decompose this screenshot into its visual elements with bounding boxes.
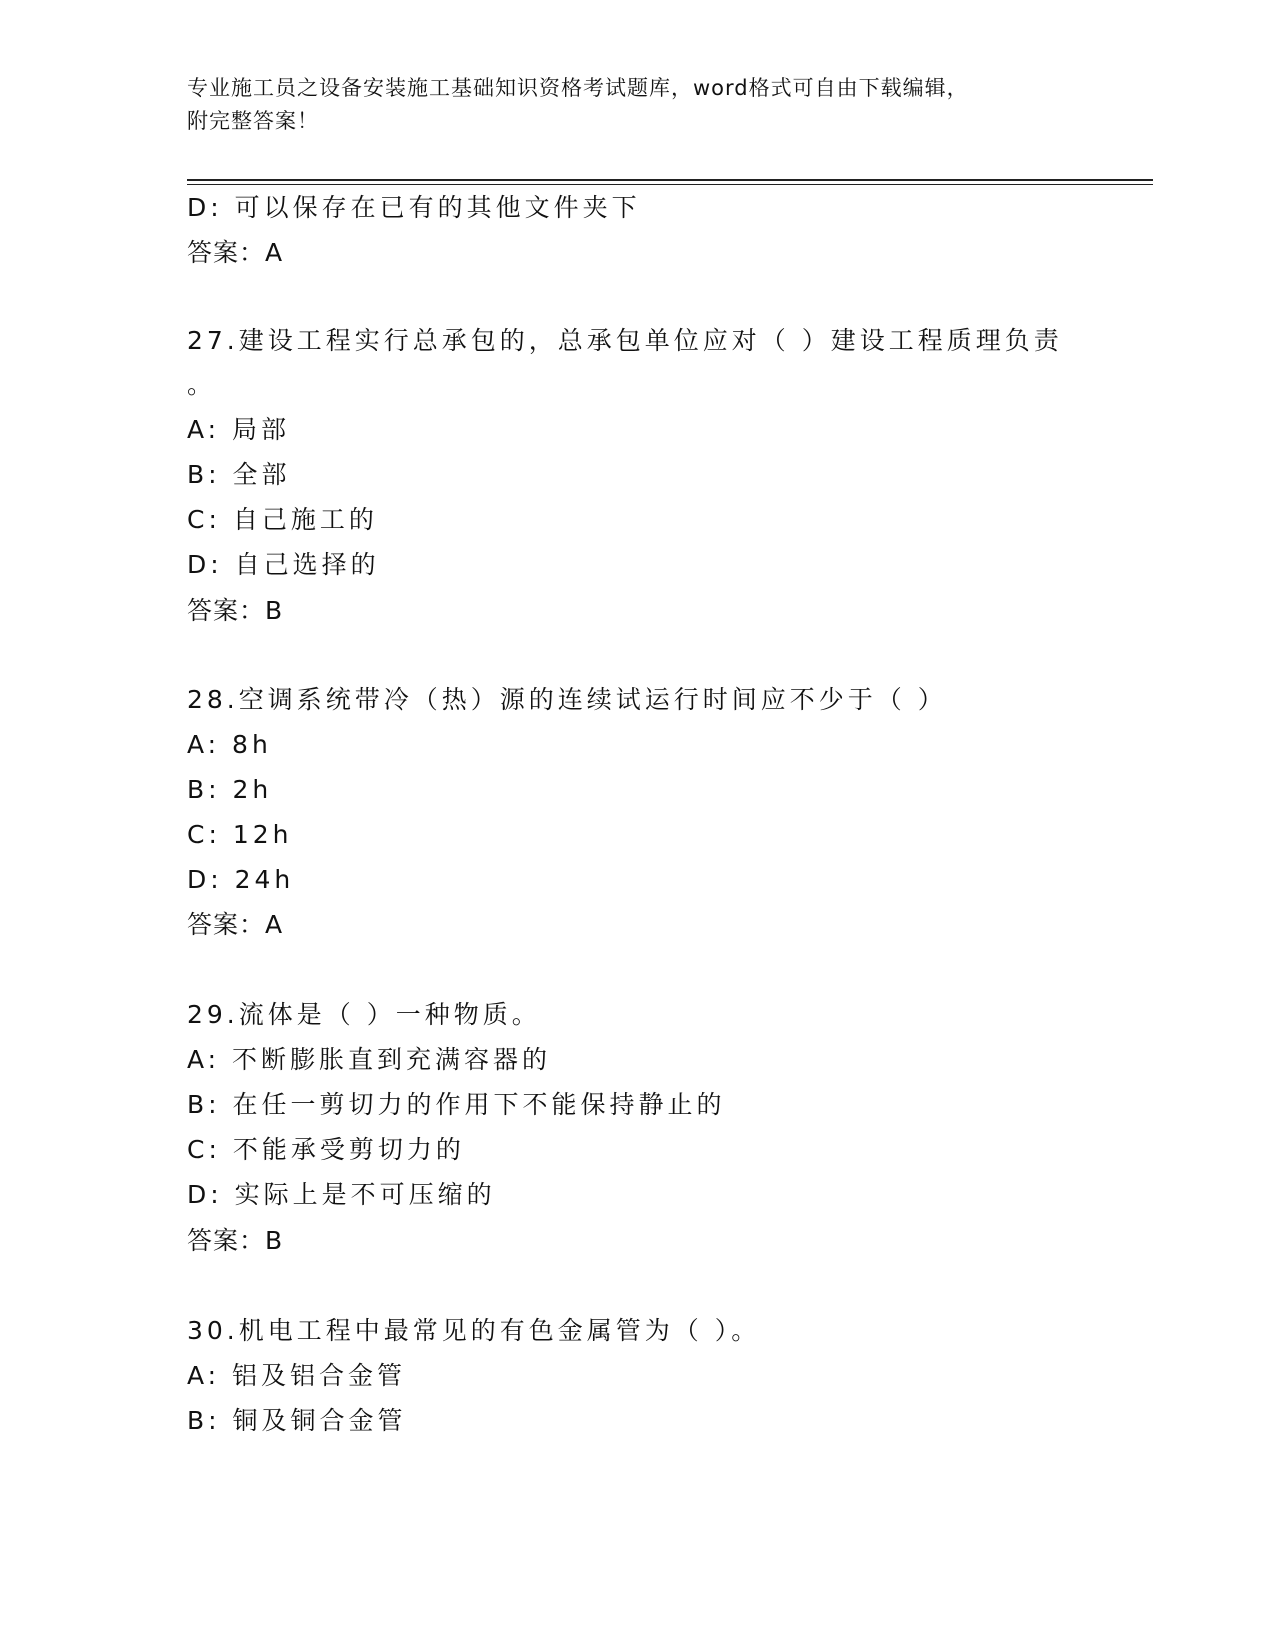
option-line: B: 2h <box>187 775 273 804</box>
option-line: D: 可以保存在已有的其他文件夹下 <box>187 193 641 222</box>
option-line: D: 实际上是不可压缩的 <box>187 1180 496 1209</box>
answer-line: 答案：B <box>187 596 284 625</box>
question-line: 。 <box>187 370 217 399</box>
answer-line: 答案：B <box>187 1226 284 1255</box>
option-line: C: 不能承受剪切力的 <box>187 1135 465 1164</box>
option-line: B: 全部 <box>187 460 291 489</box>
header-line-1: 专业施工员之设备安装施工基础知识资格考试题库，word格式可自由下载编辑， <box>187 76 969 100</box>
option-line: D: 24h <box>187 865 295 894</box>
option-line: B: 铜及铜合金管 <box>187 1406 407 1435</box>
answer-line: 答案：A <box>187 238 284 267</box>
option-line: C: 自己施工的 <box>187 505 378 534</box>
option-line: A: 8h <box>187 730 272 759</box>
answer-line: 答案：A <box>187 910 284 939</box>
question-line: 27.建设工程实行总承包的，总承包单位应对（ ）建设工程质理负责 <box>187 326 1063 355</box>
option-line: B: 在任一剪切力的作用下不能保持静止的 <box>187 1090 726 1119</box>
question-line: 30.机电工程中最常见的有色金属管为（ ）。 <box>187 1316 761 1345</box>
header-divider-thick <box>187 179 1153 181</box>
option-line: A: 局部 <box>187 415 291 444</box>
question-line: 28.空调系统带冷（热）源的连续试运行时间应不少于（ ） <box>187 685 947 714</box>
option-line: D: 自己选择的 <box>187 550 380 579</box>
option-line: A: 铝及铝合金管 <box>187 1361 407 1390</box>
question-line: 29.流体是（ ）一种物质。 <box>187 1000 541 1029</box>
option-line: A: 不断膨胀直到充满容器的 <box>187 1045 552 1074</box>
option-line: C: 12h <box>187 820 293 849</box>
header-divider-thin <box>187 184 1153 185</box>
header-line-2: 附完整答案！ <box>187 109 319 133</box>
document-header <box>187 72 1067 138</box>
